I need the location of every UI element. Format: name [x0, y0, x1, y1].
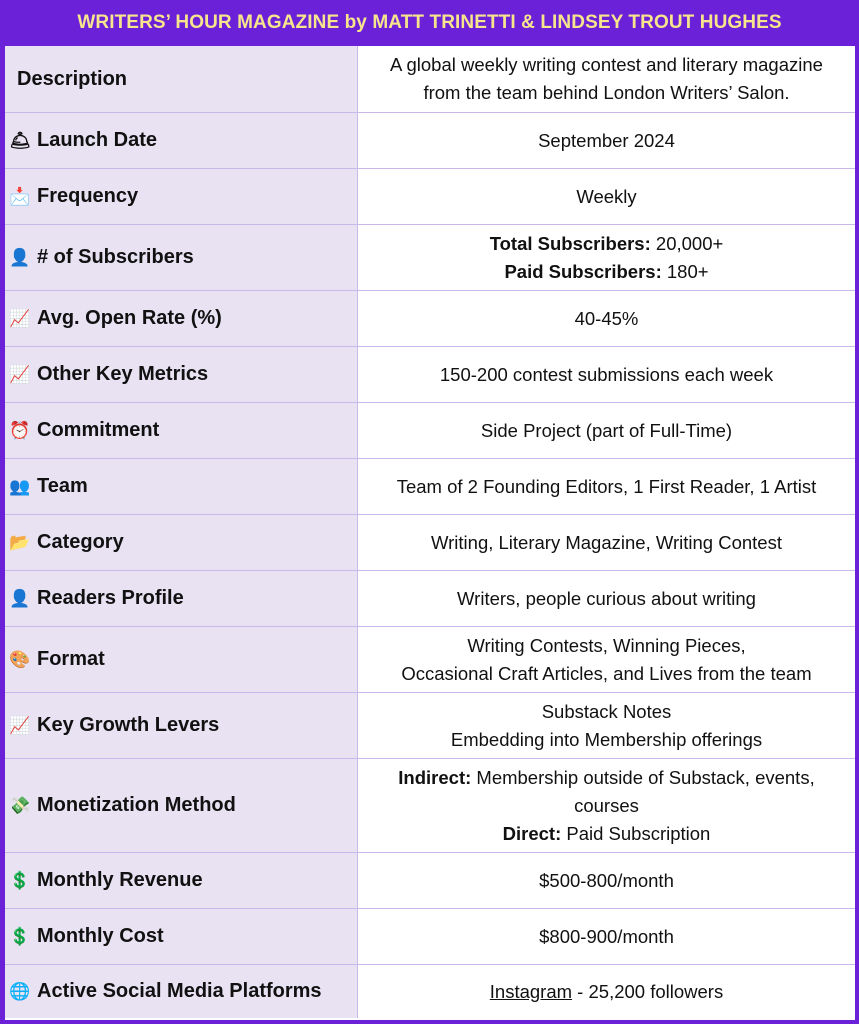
table-row — [5, 291, 855, 347]
value-line: courses — [574, 794, 639, 816]
value-line: September 2024 — [538, 129, 675, 151]
value-text: - 25,200 followers — [572, 980, 724, 1002]
value-text: Membership outside of Substack, events, — [471, 766, 815, 788]
row-label — [5, 853, 358, 908]
table-row — [5, 965, 855, 1018]
globe-icon: 🌐 — [9, 981, 31, 1001]
people-icon: 👥 — [9, 476, 31, 496]
table-row — [5, 693, 855, 759]
value-line: $500-800/month — [539, 869, 674, 891]
folder-icon: 📂 — [9, 532, 31, 552]
value-line — [490, 230, 724, 258]
row-label-text: Frequency — [37, 185, 139, 207]
table-row — [5, 403, 855, 459]
row-label-text: Readers Profile — [37, 587, 184, 609]
table-row — [5, 909, 855, 965]
value-line — [503, 820, 711, 848]
value-line: Substack Notes — [541, 700, 672, 722]
value-line: 40-45% — [574, 307, 639, 329]
row-label-text: Avg. Open Rate (%) — [37, 307, 222, 329]
row-label — [5, 347, 358, 402]
instagram-link[interactable]: Instagram — [489, 980, 573, 1002]
chart-up-icon: 📈 — [9, 715, 31, 735]
table-row — [5, 571, 855, 627]
row-label-text: Commitment — [37, 419, 160, 441]
row-label-text: Monthly Revenue — [37, 869, 203, 891]
row-value — [358, 759, 855, 852]
value-text: 180+ — [661, 260, 709, 282]
table-row — [5, 627, 855, 693]
row-label — [5, 403, 358, 458]
table-row — [5, 46, 855, 113]
dollar-icon: 💲 — [9, 926, 31, 946]
page-title: WRITERS’ HOUR MAGAZINE by MATT TRINETTI & LINDSEY TROUT HUGHES — [77, 12, 782, 33]
value-line: Writers, people curious about writing — [457, 587, 756, 609]
row-label — [5, 515, 358, 570]
row-label — [5, 627, 358, 692]
row-label — [5, 571, 358, 626]
row-label-text: Monthly Cost — [37, 925, 164, 947]
table-row — [5, 853, 855, 909]
row-label-text: Launch Date — [37, 129, 158, 151]
value-line — [504, 258, 708, 286]
row-value — [358, 403, 855, 458]
row-value — [358, 291, 855, 346]
value-key: Indirect: — [398, 766, 472, 788]
row-label — [5, 225, 358, 290]
row-value — [358, 965, 855, 1018]
value-key: Total Subscribers: — [489, 232, 651, 254]
person-icon: 👤 — [9, 588, 31, 608]
table-row — [5, 759, 855, 853]
chart-up-icon: 📈 — [9, 364, 31, 384]
row-label — [5, 759, 358, 852]
table-row — [5, 347, 855, 403]
value-key: Paid Subscribers: — [504, 260, 662, 282]
row-label-text: Team — [37, 475, 88, 497]
row-label-text: Format — [37, 648, 105, 670]
row-label-text: Monetization Method — [37, 794, 236, 816]
row-label-text: Key Growth Levers — [37, 714, 220, 736]
bell-icon: 🛎 — [9, 130, 31, 150]
palette-icon: 🎨 — [9, 649, 31, 669]
row-label-text: Category — [37, 531, 124, 553]
row-label — [5, 291, 358, 346]
profile-table — [5, 46, 855, 1020]
person-icon: 👤 — [9, 247, 31, 267]
dollar-icon: 💲 — [9, 870, 31, 890]
row-label — [5, 459, 358, 514]
row-label — [5, 169, 358, 224]
row-label-text: Description — [17, 67, 128, 90]
chart-up-icon: 📈 — [9, 308, 31, 328]
row-value — [358, 347, 855, 402]
row-label-text: # of Subscribers — [37, 246, 194, 268]
value-line: 150-200 contest submissions each week — [439, 363, 774, 385]
row-value — [358, 693, 855, 758]
value-line: Side Project (part of Full-Time) — [480, 419, 733, 441]
value-line: Writing, Literary Magazine, Writing Contest — [431, 531, 782, 553]
value-line: Writing Contests, Winning Pieces, — [467, 634, 746, 656]
row-value — [358, 459, 855, 514]
value-line: A global weekly writing contest and literary magazine — [390, 54, 823, 75]
table-row — [5, 515, 855, 571]
value-text: 20,000+ — [650, 232, 724, 254]
alarm-clock-icon: ⏰ — [9, 420, 31, 440]
row-label — [5, 965, 358, 1018]
row-value — [358, 853, 855, 908]
table-row — [5, 169, 855, 225]
value-line: Occasional Craft Articles, and Lives from the team — [401, 662, 812, 684]
table-row — [5, 113, 855, 169]
row-value — [358, 113, 855, 168]
value-line — [490, 978, 723, 1006]
value-line: $800-900/month — [539, 925, 674, 947]
value-key: Direct: — [502, 822, 562, 844]
row-value — [358, 627, 855, 692]
value-line: Team of 2 Founding Editors, 1 First Reader, 1 Artist — [396, 475, 817, 497]
inbox-tray-icon: 📩 — [9, 186, 31, 206]
value-line: Embedding into Membership offerings — [450, 728, 763, 750]
row-value — [358, 571, 855, 626]
row-label-text: Active Social Media Platforms — [37, 980, 322, 1002]
row-value — [358, 515, 855, 570]
row-label-text: Other Key Metrics — [37, 363, 209, 385]
row-value — [358, 225, 855, 290]
row-value — [358, 909, 855, 964]
value-line: Weekly — [576, 185, 637, 207]
value-line — [398, 764, 814, 792]
table-row — [5, 459, 855, 515]
row-label — [5, 909, 358, 964]
row-label — [5, 693, 358, 758]
row-label — [5, 113, 358, 168]
value-line: from the team behind London Writers’ Salon. — [423, 82, 790, 103]
money-icon: 💸 — [9, 795, 31, 815]
row-value — [358, 169, 855, 224]
table-row — [5, 225, 855, 291]
row-label — [5, 46, 358, 112]
row-value — [358, 46, 855, 112]
value-text: Paid Subscription — [561, 822, 711, 844]
